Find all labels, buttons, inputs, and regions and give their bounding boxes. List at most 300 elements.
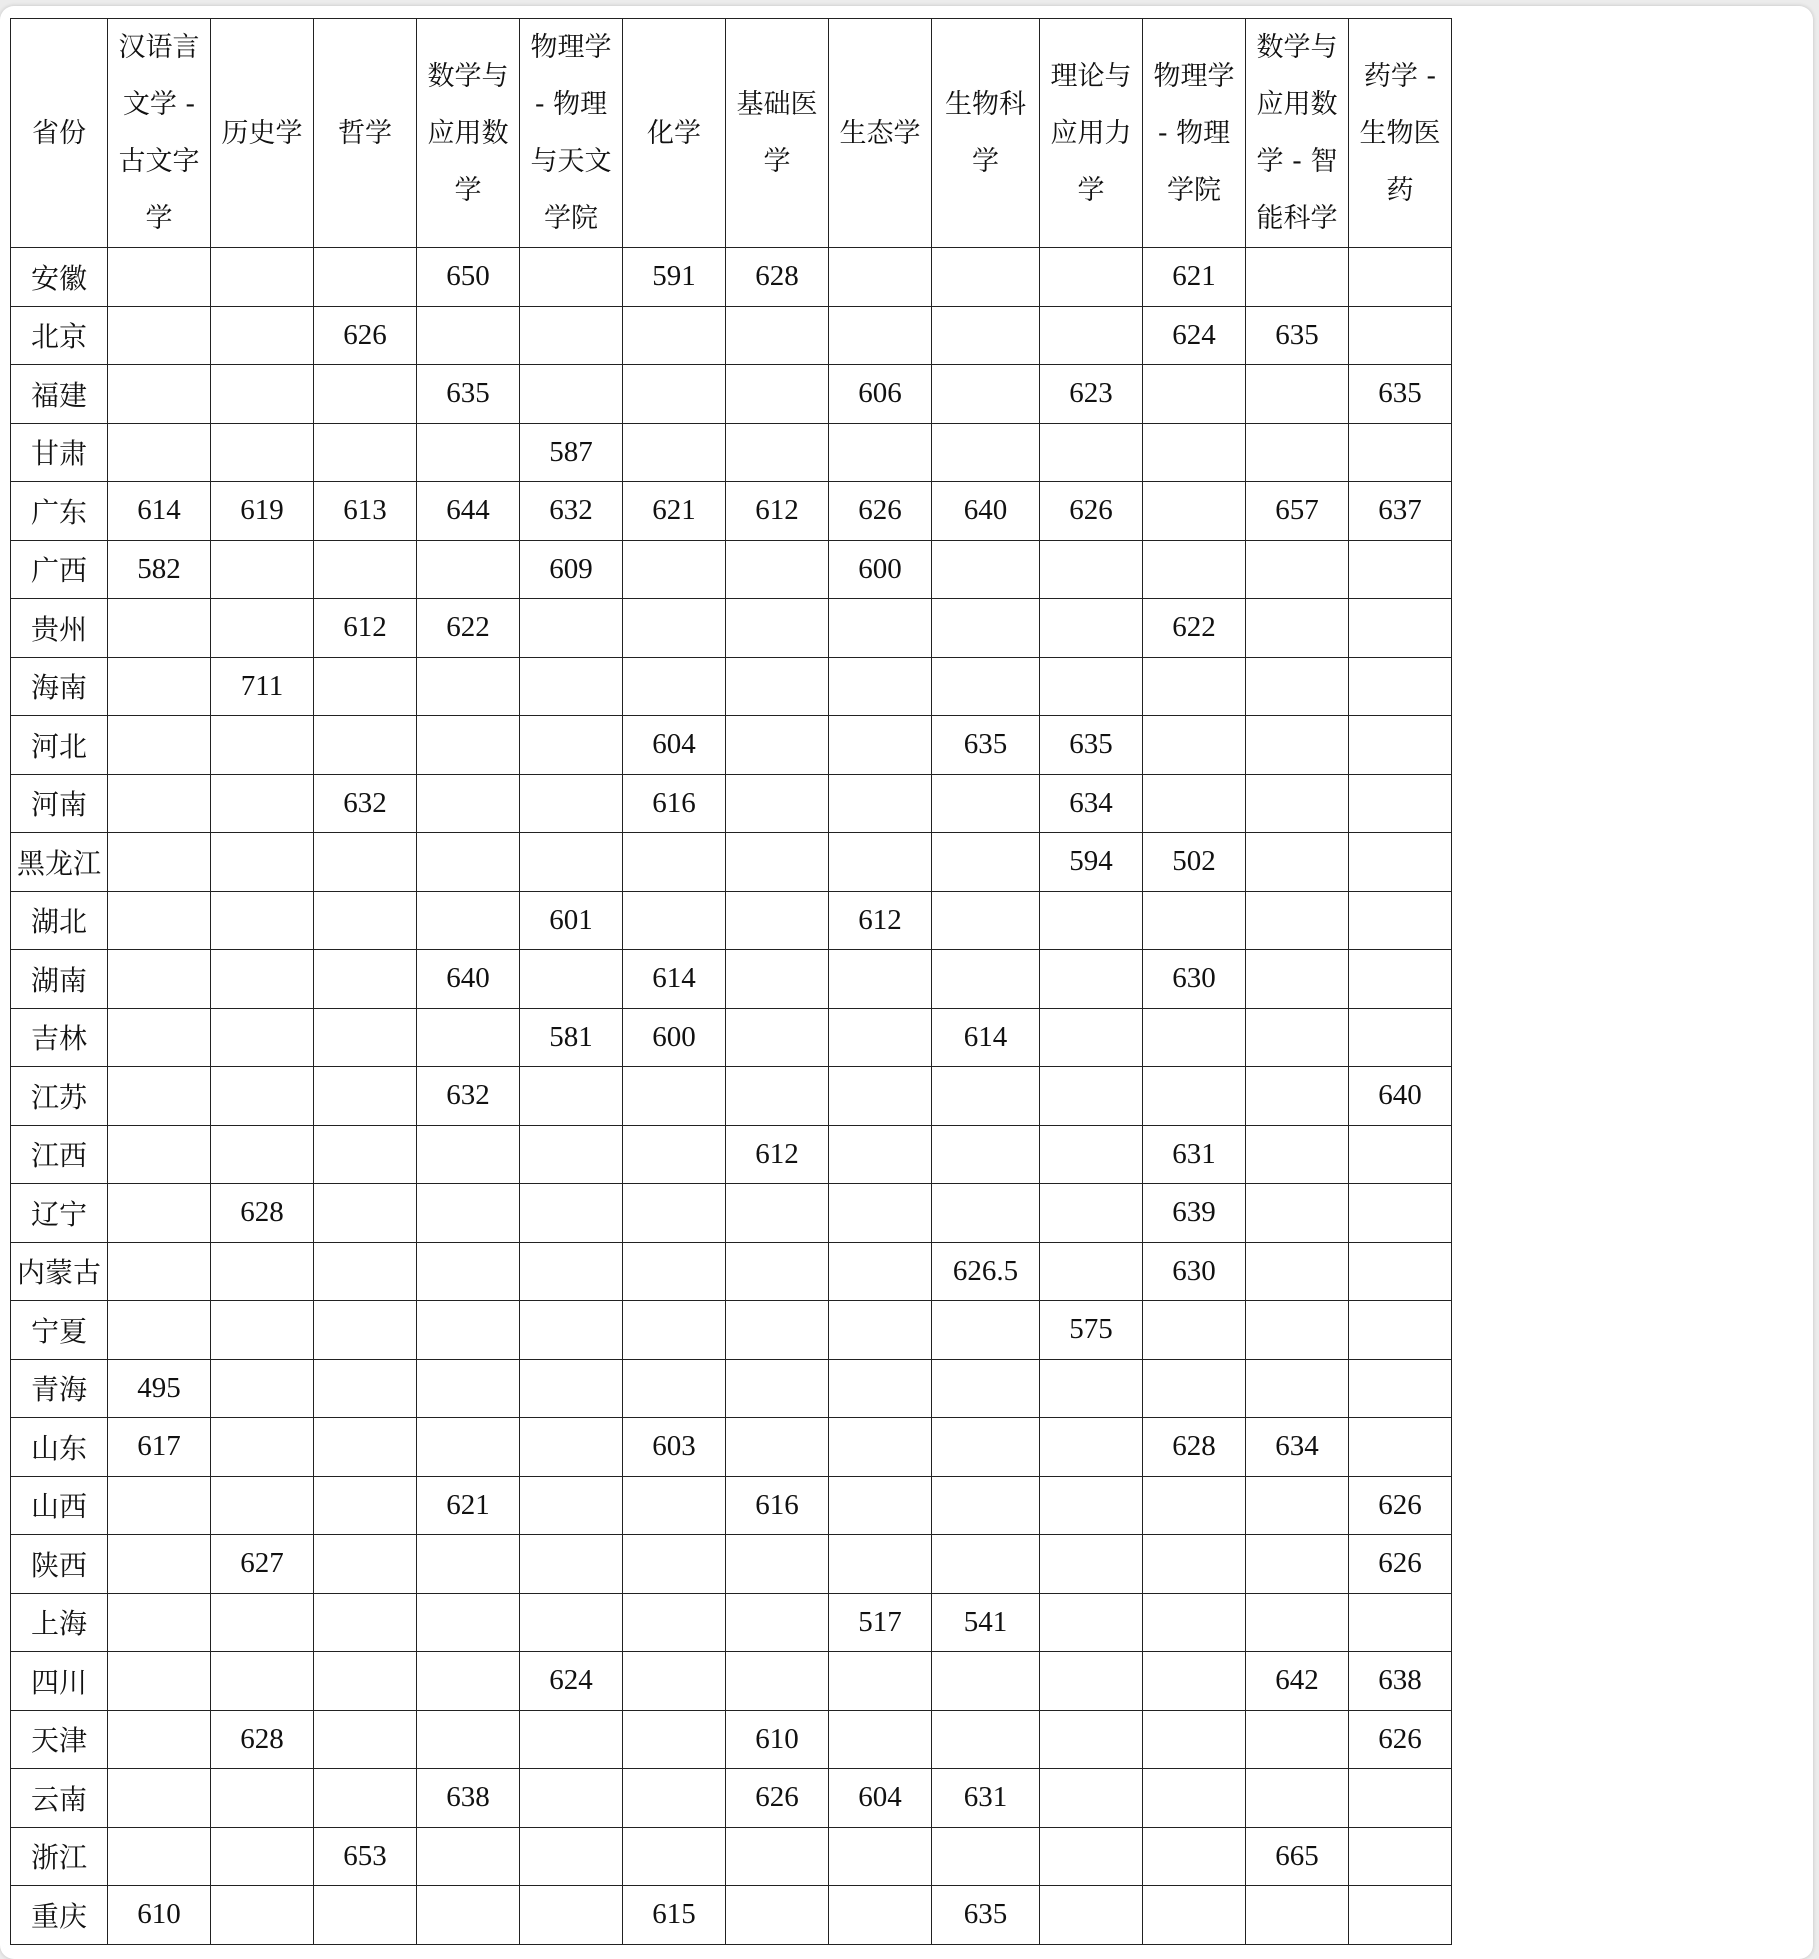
score-cell xyxy=(1349,423,1452,482)
score-cell: 612 xyxy=(314,599,417,658)
province-cell: 重庆 xyxy=(11,1886,108,1945)
province-cell: 河北 xyxy=(11,716,108,775)
score-cell xyxy=(108,1242,211,1301)
score-cell: 626 xyxy=(314,306,417,365)
score-cell xyxy=(623,540,726,599)
table-row xyxy=(11,1359,1452,1418)
score-cell xyxy=(1040,1359,1143,1418)
score-cell xyxy=(314,1476,417,1535)
score-cell xyxy=(211,833,314,892)
column-header xyxy=(314,19,417,248)
score-cell xyxy=(211,950,314,1009)
score-cell xyxy=(829,1242,932,1301)
score-cell xyxy=(932,1652,1040,1711)
score-cell xyxy=(1143,716,1246,775)
score-cell xyxy=(1143,1476,1246,1535)
column-header-line: 应用数 xyxy=(1256,89,1338,120)
score-cell xyxy=(520,1535,623,1594)
table-header-row xyxy=(11,19,1452,248)
score-cell xyxy=(1246,774,1349,833)
score-cell xyxy=(314,1067,417,1126)
score-cell xyxy=(829,1301,932,1360)
table-row xyxy=(11,1769,1452,1828)
score-cell xyxy=(623,1359,726,1418)
score-cell xyxy=(1040,1242,1143,1301)
score-cell xyxy=(726,365,829,424)
score-cell xyxy=(314,1418,417,1477)
column-header-line: 应用数 xyxy=(427,117,509,149)
score-cell xyxy=(314,833,417,892)
score-cell xyxy=(520,1769,623,1828)
score-cell xyxy=(1246,1125,1349,1184)
score-cell: 626 xyxy=(1349,1476,1452,1535)
score-cell: 600 xyxy=(623,1008,726,1067)
table-row xyxy=(11,833,1452,892)
score-cell xyxy=(829,599,932,658)
score-cell xyxy=(726,950,829,1009)
score-cell xyxy=(314,1125,417,1184)
score-cell: 606 xyxy=(829,365,932,424)
table-row xyxy=(11,482,1452,541)
table-row xyxy=(11,1184,1452,1243)
score-cell xyxy=(623,1710,726,1769)
score-cell xyxy=(1246,891,1349,950)
score-cell xyxy=(1143,1301,1246,1360)
score-cell xyxy=(1246,365,1349,424)
province-cell: 上海 xyxy=(11,1593,108,1652)
score-cell: 616 xyxy=(623,774,726,833)
score-cell xyxy=(623,1125,726,1184)
score-cell xyxy=(211,1418,314,1477)
score-cell xyxy=(1349,1886,1452,1945)
score-cell: 635 xyxy=(932,1886,1040,1945)
score-cell xyxy=(1040,891,1143,950)
score-cell xyxy=(314,423,417,482)
table-row xyxy=(11,891,1452,950)
score-cell xyxy=(1246,1184,1349,1243)
column-header-line: 学 xyxy=(763,146,791,177)
score-cell xyxy=(108,1067,211,1126)
province-cell: 黑龙江 xyxy=(11,833,108,892)
score-cell xyxy=(1040,306,1143,365)
score-cell: 638 xyxy=(417,1769,520,1828)
score-cell xyxy=(108,365,211,424)
score-cell xyxy=(211,599,314,658)
score-cell: 621 xyxy=(1143,248,1246,307)
column-header-line: 哲学 xyxy=(338,117,392,149)
score-cell xyxy=(417,774,520,833)
table-row xyxy=(11,599,1452,658)
score-cell xyxy=(932,306,1040,365)
score-cell xyxy=(417,716,520,775)
score-cell xyxy=(108,1476,211,1535)
column-header-line: 应用力 xyxy=(1050,117,1132,149)
score-cell xyxy=(1040,540,1143,599)
score-cell xyxy=(211,1886,314,1945)
score-cell xyxy=(1349,716,1452,775)
column-header xyxy=(211,19,314,248)
column-header-province xyxy=(11,19,108,248)
column-header-line: - 物理 xyxy=(1157,117,1231,149)
score-table xyxy=(10,18,1452,1945)
score-cell xyxy=(108,1593,211,1652)
score-cell: 600 xyxy=(829,540,932,599)
province-cell: 天津 xyxy=(11,1710,108,1769)
score-cell xyxy=(1040,248,1143,307)
column-header xyxy=(829,19,932,248)
column-header xyxy=(520,19,623,248)
score-cell xyxy=(417,1301,520,1360)
score-cell xyxy=(932,891,1040,950)
score-cell xyxy=(1143,540,1246,599)
score-cell: 635 xyxy=(417,365,520,424)
score-cell xyxy=(1143,1593,1246,1652)
score-cell: 634 xyxy=(1040,774,1143,833)
score-cell xyxy=(1040,1535,1143,1594)
score-cell xyxy=(1246,950,1349,1009)
column-header-line: 古文字 xyxy=(118,146,200,177)
score-cell xyxy=(314,891,417,950)
score-cell xyxy=(108,423,211,482)
score-cell xyxy=(417,1535,520,1594)
province-cell: 山东 xyxy=(11,1418,108,1477)
score-cell xyxy=(829,950,932,1009)
score-cell xyxy=(726,716,829,775)
score-cell xyxy=(1143,1886,1246,1945)
score-cell xyxy=(932,833,1040,892)
score-cell xyxy=(108,1652,211,1711)
score-cell xyxy=(829,1359,932,1418)
score-cell: 541 xyxy=(932,1593,1040,1652)
score-cell xyxy=(932,248,1040,307)
score-cell xyxy=(417,540,520,599)
score-cell xyxy=(932,1184,1040,1243)
score-cell xyxy=(726,540,829,599)
score-cell xyxy=(520,716,623,775)
score-cell xyxy=(417,1242,520,1301)
score-cell xyxy=(1246,1535,1349,1594)
province-cell: 湖南 xyxy=(11,950,108,1009)
score-cell: 632 xyxy=(520,482,623,541)
score-cell xyxy=(520,1359,623,1418)
score-cell: 603 xyxy=(623,1418,726,1477)
table-row xyxy=(11,1301,1452,1360)
score-cell xyxy=(1040,599,1143,658)
score-cell xyxy=(932,1125,1040,1184)
score-cell xyxy=(108,1535,211,1594)
column-header-line: 学院 xyxy=(544,203,598,234)
column-header xyxy=(417,19,520,248)
province-cell: 贵州 xyxy=(11,599,108,658)
score-cell xyxy=(623,599,726,658)
score-cell: 604 xyxy=(829,1769,932,1828)
score-cell xyxy=(417,1886,520,1945)
score-cell xyxy=(417,306,520,365)
score-cell xyxy=(1349,1301,1452,1360)
score-cell xyxy=(1246,1359,1349,1418)
table-row xyxy=(11,1710,1452,1769)
score-cell xyxy=(520,1710,623,1769)
score-cell: 617 xyxy=(108,1418,211,1477)
column-header-line: 生物科 xyxy=(945,89,1026,120)
score-cell xyxy=(1143,482,1246,541)
score-cell xyxy=(1349,1418,1452,1477)
column-header-line: - 物理 xyxy=(534,89,608,120)
score-cell xyxy=(211,774,314,833)
score-cell xyxy=(1040,1008,1143,1067)
score-cell xyxy=(932,1418,1040,1477)
table-row xyxy=(11,774,1452,833)
column-header-line: 生态学 xyxy=(839,117,921,149)
score-cell: 614 xyxy=(932,1008,1040,1067)
score-cell xyxy=(314,950,417,1009)
score-cell xyxy=(1349,306,1452,365)
score-cell xyxy=(829,1067,932,1126)
score-cell xyxy=(417,1652,520,1711)
province-cell: 湖北 xyxy=(11,891,108,950)
score-cell xyxy=(417,657,520,716)
score-cell xyxy=(520,1886,623,1945)
score-cell xyxy=(1040,657,1143,716)
column-header-line: 理论与 xyxy=(1050,60,1132,92)
score-cell xyxy=(520,306,623,365)
score-cell: 640 xyxy=(417,950,520,1009)
score-cell xyxy=(211,248,314,307)
score-cell: 640 xyxy=(1349,1067,1452,1126)
score-cell: 639 xyxy=(1143,1184,1246,1243)
score-cell xyxy=(623,306,726,365)
score-cell xyxy=(1040,1184,1143,1243)
score-cell: 613 xyxy=(314,482,417,541)
score-cell xyxy=(932,1067,1040,1126)
score-cell: 631 xyxy=(1143,1125,1246,1184)
score-cell: 626.5 xyxy=(932,1242,1040,1301)
table-row xyxy=(11,1418,1452,1477)
score-cell xyxy=(314,1301,417,1360)
score-cell: 627 xyxy=(211,1535,314,1594)
score-cell xyxy=(211,1359,314,1418)
score-cell xyxy=(623,423,726,482)
province-cell: 江苏 xyxy=(11,1067,108,1126)
score-cell xyxy=(1349,833,1452,892)
score-cell: 634 xyxy=(1246,1418,1349,1477)
table-row xyxy=(11,657,1452,716)
score-cell xyxy=(829,1886,932,1945)
score-cell: 626 xyxy=(1349,1535,1452,1594)
column-header-line: 物理学 xyxy=(1153,60,1235,92)
score-cell: 642 xyxy=(1246,1652,1349,1711)
score-cell xyxy=(1349,1125,1452,1184)
table-row xyxy=(11,540,1452,599)
score-cell xyxy=(211,1301,314,1360)
score-cell xyxy=(726,1359,829,1418)
score-cell xyxy=(211,306,314,365)
score-cell xyxy=(314,1359,417,1418)
score-cell xyxy=(520,1418,623,1477)
score-cell xyxy=(1246,1593,1349,1652)
score-cell xyxy=(726,1593,829,1652)
table-row xyxy=(11,306,1452,365)
score-cell xyxy=(108,1125,211,1184)
score-cell xyxy=(1246,423,1349,482)
score-cell xyxy=(108,950,211,1009)
score-cell xyxy=(211,423,314,482)
score-cell: 628 xyxy=(211,1710,314,1769)
score-cell xyxy=(1246,1301,1349,1360)
score-cell xyxy=(108,599,211,658)
score-cell xyxy=(314,716,417,775)
score-cell: 624 xyxy=(1143,306,1246,365)
score-cell: 601 xyxy=(520,891,623,950)
score-cell: 581 xyxy=(520,1008,623,1067)
score-cell xyxy=(623,1593,726,1652)
score-cell xyxy=(1040,1652,1143,1711)
score-cell xyxy=(1040,1418,1143,1477)
score-cell: 650 xyxy=(417,248,520,307)
score-cell: 635 xyxy=(1246,306,1349,365)
score-cell xyxy=(211,540,314,599)
score-cell xyxy=(1349,1769,1452,1828)
column-header-line: 基础医 xyxy=(736,89,818,120)
score-cell: 630 xyxy=(1143,1242,1246,1301)
score-cell xyxy=(108,716,211,775)
score-cell xyxy=(623,1242,726,1301)
score-cell xyxy=(520,1125,623,1184)
score-cell xyxy=(829,1125,932,1184)
province-cell: 宁夏 xyxy=(11,1301,108,1360)
score-cell xyxy=(623,365,726,424)
score-cell xyxy=(1040,1886,1143,1945)
column-header xyxy=(1246,19,1349,248)
score-cell xyxy=(211,1652,314,1711)
score-cell xyxy=(932,1535,1040,1594)
table-row xyxy=(11,1593,1452,1652)
score-cell: 632 xyxy=(417,1067,520,1126)
score-cell xyxy=(211,1593,314,1652)
score-cell xyxy=(623,891,726,950)
score-cell xyxy=(520,774,623,833)
score-cell xyxy=(417,1184,520,1243)
score-cell xyxy=(829,716,932,775)
score-cell xyxy=(932,1710,1040,1769)
score-cell xyxy=(108,1301,211,1360)
province-cell: 广西 xyxy=(11,540,108,599)
score-cell xyxy=(417,1359,520,1418)
score-cell xyxy=(1246,833,1349,892)
score-cell xyxy=(314,1242,417,1301)
column-header-line: 物理学 xyxy=(530,32,612,63)
score-cell xyxy=(520,1593,623,1652)
score-cell: 630 xyxy=(1143,950,1246,1009)
score-cell xyxy=(623,1827,726,1886)
score-cell: 614 xyxy=(108,482,211,541)
score-cell xyxy=(932,1476,1040,1535)
column-header xyxy=(108,19,211,248)
score-cell xyxy=(726,1067,829,1126)
column-header xyxy=(932,19,1040,248)
table-row xyxy=(11,1067,1452,1126)
score-cell xyxy=(314,365,417,424)
score-cell xyxy=(829,1184,932,1243)
score-cell xyxy=(623,657,726,716)
column-header-line: 化学 xyxy=(647,117,701,149)
score-cell: 626 xyxy=(726,1769,829,1828)
score-cell: 604 xyxy=(623,716,726,775)
score-cell xyxy=(1040,1710,1143,1769)
column-header xyxy=(1349,19,1452,248)
score-cell xyxy=(1143,891,1246,950)
province-cell: 甘肃 xyxy=(11,423,108,482)
score-cell xyxy=(417,1827,520,1886)
table-row xyxy=(11,1008,1452,1067)
score-cell xyxy=(1349,657,1452,716)
table-row xyxy=(11,950,1452,1009)
column-header-line: 学 xyxy=(972,146,999,177)
score-cell: 594 xyxy=(1040,833,1143,892)
table-row xyxy=(11,1827,1452,1886)
score-cell xyxy=(1143,1827,1246,1886)
score-cell xyxy=(108,1710,211,1769)
score-cell: 635 xyxy=(1040,716,1143,775)
province-cell: 福建 xyxy=(11,365,108,424)
score-cell xyxy=(520,599,623,658)
score-cell xyxy=(726,891,829,950)
column-header-line: 学 - 智 xyxy=(1256,146,1338,177)
score-cell: 612 xyxy=(829,891,932,950)
score-cell xyxy=(211,1242,314,1301)
score-cell xyxy=(623,1535,726,1594)
score-cell xyxy=(108,248,211,307)
score-cell xyxy=(1143,365,1246,424)
score-cell xyxy=(417,1125,520,1184)
score-cell xyxy=(108,306,211,365)
score-cell xyxy=(1349,248,1452,307)
score-cell xyxy=(314,1535,417,1594)
score-cell xyxy=(108,1769,211,1828)
score-cell: 626 xyxy=(1349,1710,1452,1769)
score-cell xyxy=(314,248,417,307)
column-header xyxy=(726,19,829,248)
score-cell: 615 xyxy=(623,1886,726,1945)
score-cell xyxy=(520,833,623,892)
province-cell: 海南 xyxy=(11,657,108,716)
score-cell xyxy=(108,1008,211,1067)
score-cell xyxy=(1349,1242,1452,1301)
column-header-line: 数学与 xyxy=(427,60,509,92)
score-cell xyxy=(932,1359,1040,1418)
column-header-line: 生物医 xyxy=(1359,117,1441,149)
score-cell xyxy=(1246,657,1349,716)
column-header-line: 药学 - xyxy=(1363,60,1437,92)
score-cell xyxy=(829,1710,932,1769)
table-row xyxy=(11,1242,1452,1301)
table-row xyxy=(11,1125,1452,1184)
score-cell xyxy=(417,423,520,482)
score-cell xyxy=(726,599,829,658)
score-cell: 637 xyxy=(1349,482,1452,541)
column-header-line: 学 xyxy=(1077,174,1105,206)
column-header xyxy=(623,19,726,248)
score-cell xyxy=(932,950,1040,1009)
score-cell: 502 xyxy=(1143,833,1246,892)
score-cell xyxy=(726,1886,829,1945)
score-cell xyxy=(726,1301,829,1360)
score-cell: 517 xyxy=(829,1593,932,1652)
score-cell: 621 xyxy=(623,482,726,541)
score-cell xyxy=(932,774,1040,833)
score-cell xyxy=(829,657,932,716)
column-header-line: 学院 xyxy=(1167,174,1221,206)
